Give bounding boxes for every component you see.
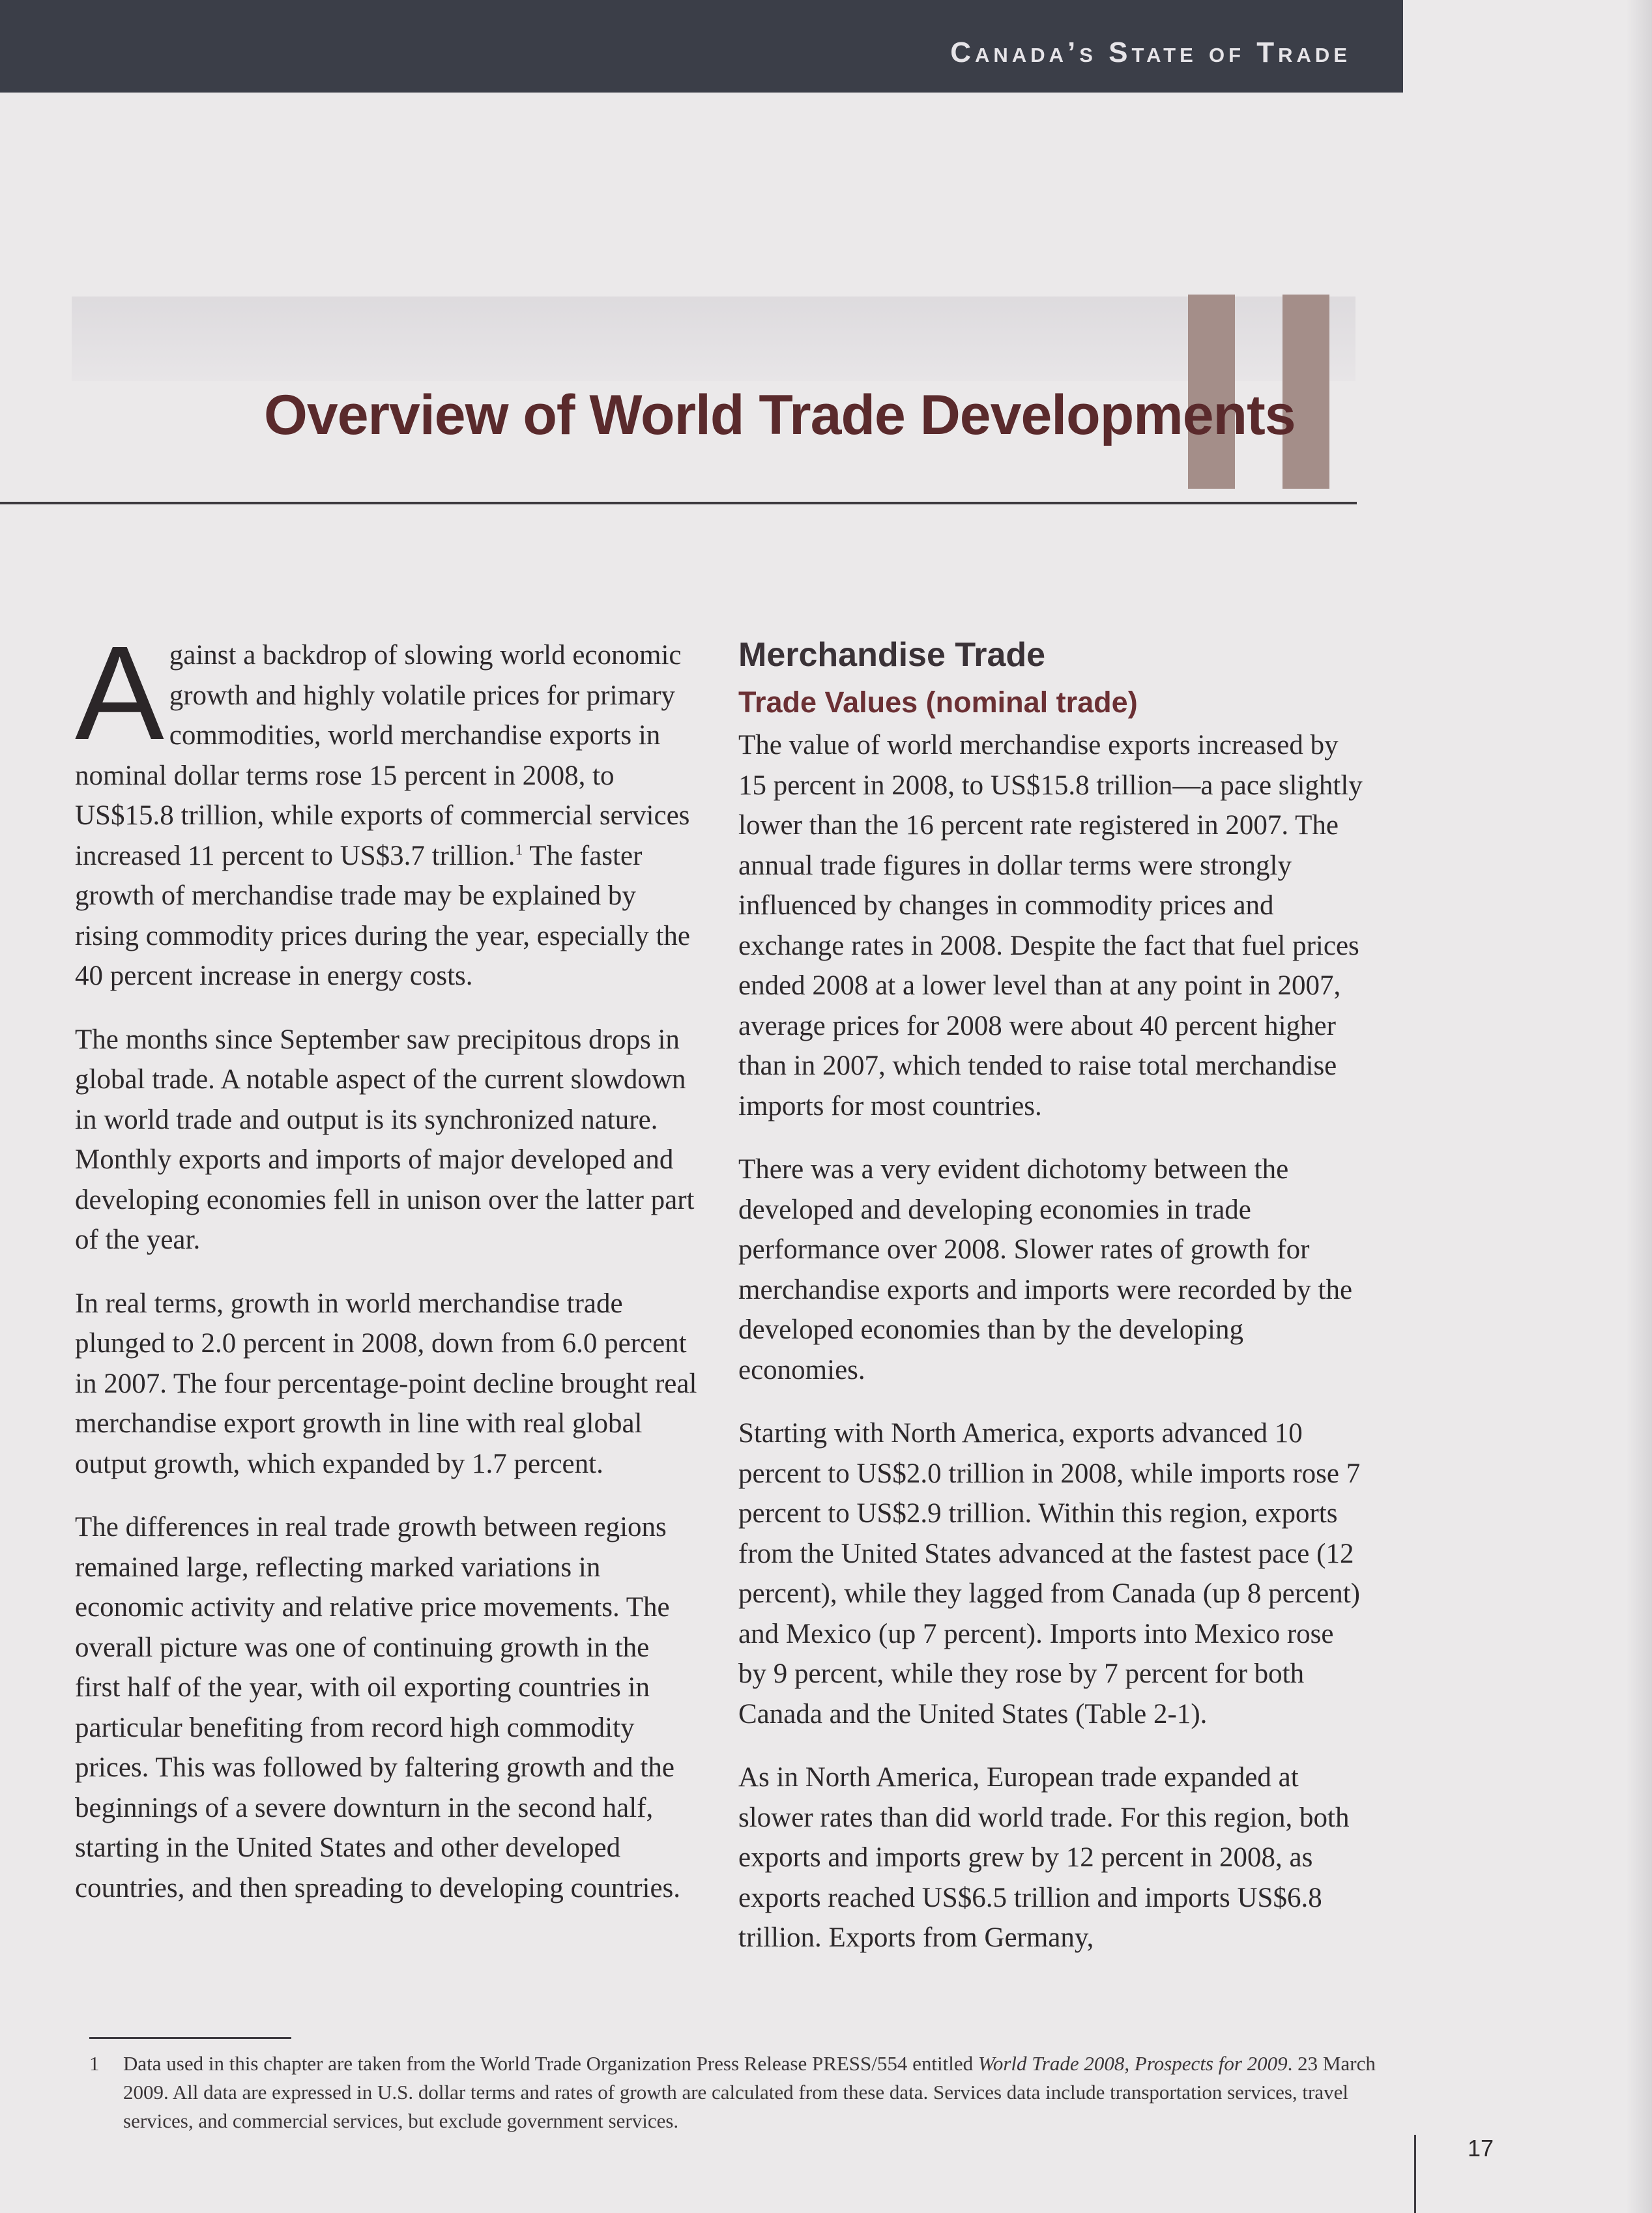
left-column bbox=[75, 618, 701, 1931]
footnote bbox=[89, 2049, 1380, 2135]
body-paragraph: Starting with North America, exports advanced 10 percent to US$2.0 trillion in 2008, while imports rose 7 percent to US$2.9 trillion. Within this region, exports from the United States advanced at the fastest pace (12 percent), while they lagged from Canada (up 8 percent) and Mexico (up 7 percent). Imports into Mexico rose by 9 percent, while they rose by 7 percent for both Canada and the United States (Table 2-1). bbox=[738, 1418, 1361, 1729]
title-divider bbox=[0, 502, 1357, 504]
running-head: Canada’s State of Trade bbox=[950, 36, 1351, 68]
paragraph-text: The faster growth of merchandise trade may be explained by rising commodity prices during the year, especially the 40 percent increase in energy costs. bbox=[75, 840, 691, 991]
body-paragraph bbox=[75, 618, 701, 996]
footnote-ref: 1 bbox=[515, 841, 523, 859]
footnote-text-part: Data used in this chapter are taken from the World Trade Organization Press Release PRESS/554 entitled bbox=[123, 2052, 978, 2075]
page-edge-shadow bbox=[1626, 0, 1652, 2213]
body-paragraph: The differences in real trade growth between regions remained large, reflecting marked variations in economic activity and relative price movements. The overall picture was one of continuing growth in the first half of the year, with oil exporting countries in particular benefiting from record high commodity prices. This was followed by faltering growth and the beginnings of a severe downturn in the second half, starting in the United States and other developed countries, and then spreading to developing countries. bbox=[75, 1512, 681, 1903]
right-column bbox=[738, 635, 1364, 1982]
paragraph-text: Against a backdrop of slowing world economic growth and highly volatile prices for primary commodities, world merchandise exports in nominal dollar terms rose 15 percent in 2008, to US$15.8 trillion, while exports of commercial services increased 11 percent to US$3.7 trillion. bbox=[75, 618, 690, 871]
body-paragraph: In real terms, growth in world merchandise trade plunged to 2.0 percent in 2008, down from 6.0 percent in 2007. The four percentage-point decline brought real merchandise export growth in line with real global output growth, which expanded by 1.7 percent. bbox=[75, 1288, 697, 1479]
page-number-rule bbox=[1414, 2135, 1416, 2213]
footnote-number: 1 bbox=[89, 2052, 100, 2075]
subsection-heading: Trade Values (nominal trade) bbox=[738, 686, 1138, 719]
body-paragraph: There was a very evident dichotomy between the developed and developing economies in trade performance over 2008. Slower rates of growth for merchandise exports and imports were recorded by the developed economies than by the developing economies. bbox=[738, 1154, 1353, 1385]
footnote-text bbox=[123, 2049, 1380, 2135]
running-header-band bbox=[0, 0, 1403, 93]
footnote-divider bbox=[89, 2037, 291, 2039]
title-background-panel bbox=[72, 297, 1355, 381]
chapter-title: Overview of World Trade Developments bbox=[264, 384, 1296, 446]
body-paragraph: As in North America, European trade expanded at slower rates than did world trade. For this region, both exports and imports grew by 12 percent in 2008, as exports reached US$6.5 trillion and imports US$6.8 trillion. Exports from Germany, bbox=[738, 1762, 1350, 1953]
body-paragraph: The months since September saw precipitous drops in global trade. A notable aspect of the current slowdown in world trade and output is its synchronized nature. Monthly exports and imports of major developed and developing economies fell in unison over the latter part of the year. bbox=[75, 1024, 695, 1255]
page-number: 17 bbox=[1468, 2135, 1494, 2162]
body-paragraph: The value of world merchandise exports increased by 15 percent in 2008, to US$15.8 trillion—a pace slightly lower than the 16 percent rate registered in 2007. The annual trade figures in dollar terms were strongly influenced by changes in commodity prices and exchange rates in 2008. Despite the fact that fuel prices ended 2008 at a lower level than at any point in 2007, average prices for 2008 were about 40 percent higher than in 2007, which tended to raise total merchandise imports for most countries. bbox=[738, 730, 1363, 1121]
section-heading: Merchandise Trade bbox=[738, 636, 1046, 674]
footnote-publication-title: World Trade 2008, Prospects for 2009 bbox=[978, 2052, 1288, 2075]
footnote-text-part: . 23 March 2009. All data are expressed in U.S. dollar terms and rates of growth are calculated from these data. Services data include transportation services, travel services, and commercial services, but exclude government services. bbox=[123, 2052, 1376, 2132]
